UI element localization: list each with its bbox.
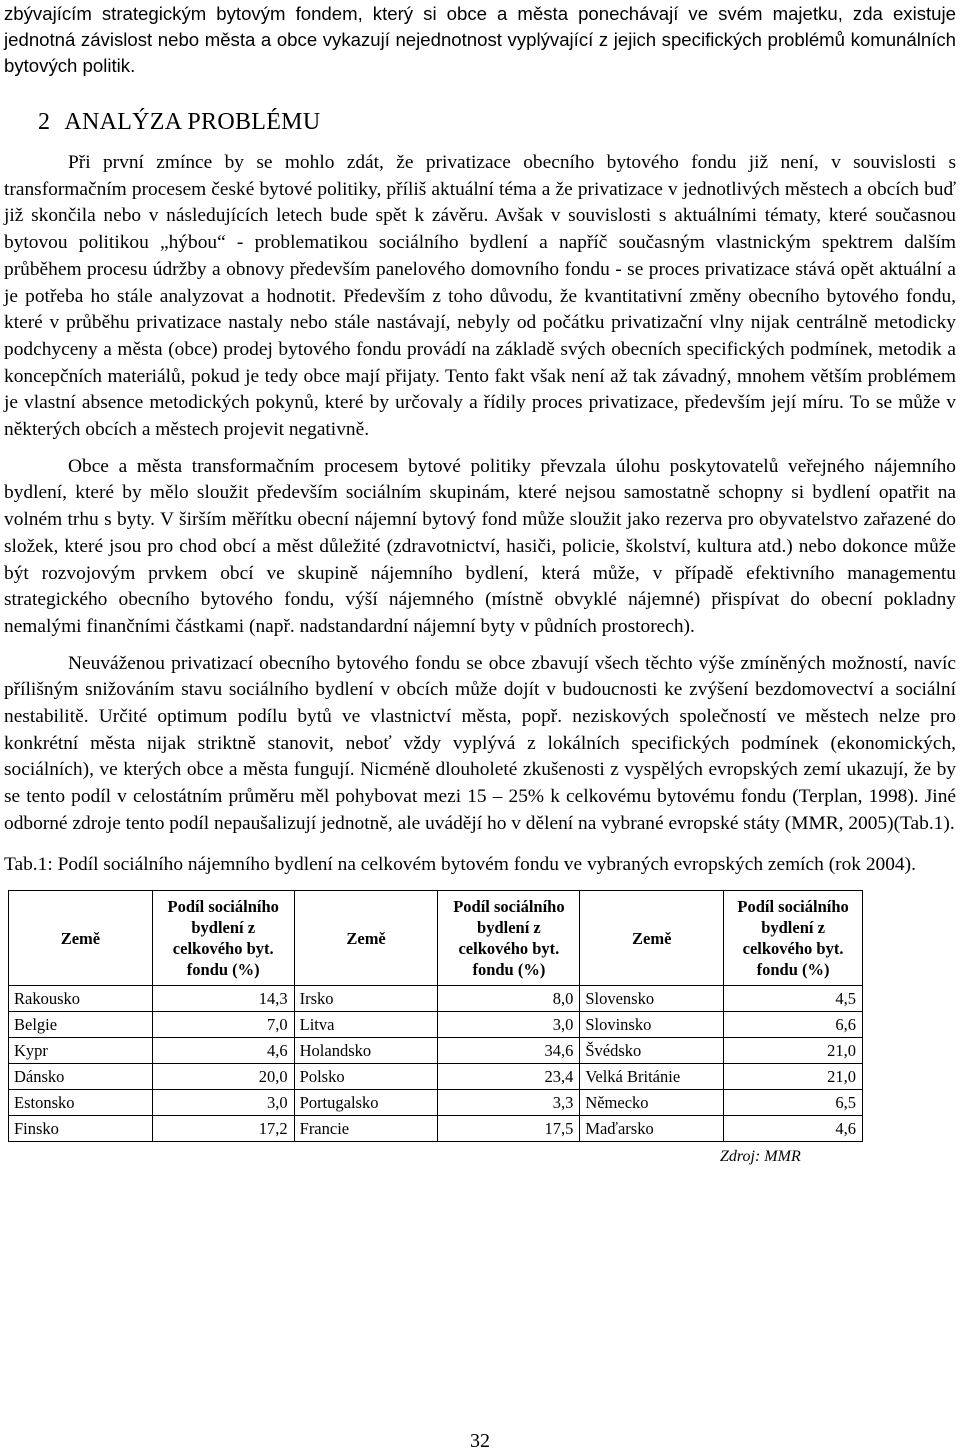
country-cell: Maďarsko — [580, 1116, 724, 1142]
table-row — [9, 1116, 863, 1142]
section-heading — [38, 109, 956, 136]
country-cell: Polsko — [294, 1064, 438, 1090]
country-cell: Dánsko — [9, 1064, 153, 1090]
table-row — [9, 1064, 863, 1090]
share-cell: 34,6 — [438, 1038, 580, 1064]
country-cell: Švédsko — [580, 1038, 724, 1064]
paragraph-3: Neuváženou privatizací obecního bytového fondu se obce zbavují všech těchto výše zmíněných možností, navíc přílišným snižováním stavu sociálního bydlení v obcích může dojít v budoucnosti ke zvýšení bezdomovectví a sociální nestabilitě. Určité optimum podílu bytů ve vlastnictví města, popř. neziskových společností ve městech nelze pro konkrétní města nijak striktně stanovit, neboť vždy vyplývá z lokálních specifických podmínek (ekonomických, sociálních), ve kterých obce a města fungují. Nicméně dlouholeté zkušenosti z vyspělých evropských zemí ukazují, že by se tento podíl v celostátním průměru měl pohybovat mezi 15 – 25% k celkovému bytovému fondu (Terplan, 1998). Jiné odborné zdroje tento podíl nepaušalizují jednotně, ale uvádějí ho v dělení na vybrané evropské státy (MMR, 2005)(Tab.1). — [4, 652, 956, 834]
share-cell: 4,5 — [724, 986, 863, 1012]
table-caption: Tab.1: Podíl sociálního nájemního bydlení na celkovém bytovém fondu ve vybraných evropských zemích (rok 2004). — [4, 853, 916, 875]
country-cell: Slovensko — [580, 986, 724, 1012]
country-cell: Francie — [294, 1116, 438, 1142]
country-cell: Slovinsko — [580, 1012, 724, 1038]
table-header-row — [9, 891, 863, 986]
social-housing-table — [8, 890, 863, 1142]
country-cell: Kypr — [9, 1038, 153, 1064]
share-cell: 6,5 — [724, 1090, 863, 1116]
share-cell: 3,0 — [152, 1090, 294, 1116]
intro-paragraph: zbývajícím strategickým bytovým fondem, který si obce a města ponechávají ve svém majetku, zda existuje jednotná závislost nebo města a obce vykazují nejednotnost vyplývající z jejich specifických problémů komunálních bytových politik. — [4, 3, 956, 76]
share-cell: 21,0 — [724, 1038, 863, 1064]
share-cell: 17,2 — [152, 1116, 294, 1142]
section-title: ANALÝZA PROBLÉMU — [64, 109, 321, 135]
country-cell: Belgie — [9, 1012, 153, 1038]
share-cell: 14,3 — [152, 986, 294, 1012]
share-cell: 23,4 — [438, 1064, 580, 1090]
table-row — [9, 986, 863, 1012]
share-cell: 8,0 — [438, 986, 580, 1012]
country-cell: Finsko — [9, 1116, 153, 1142]
table-row — [9, 1012, 863, 1038]
country-cell: Holandsko — [294, 1038, 438, 1064]
country-cell: Portugalsko — [294, 1090, 438, 1116]
paragraph-2: Obce a města transformačním procesem bytové politiky převzala úlohu poskytovatelů veřejného nájemního bydlení, které by mělo sloužit především sociálním skupinám, které nejsou samostatně schopny si bydlení opatřit na volném trhu s byty. V širším měřítku obecní nájemní bytový fond může sloužit jako rezerva pro obyvatelstvo zařazené do složek, které jsou pro chod obcí a měst důležité (zdravotnictví, hasiči, policie, školství, kultura atd.) nebo dokonce může být rozvojovým prvkem obcí ve skupině nájemního bydlení, která může, v případě efektivního managementu strategického obecního bytového fondu, výší nájemného (místně obvyklé nájemné) přispívat do obecní pokladny nemalými finančními částkami (např. nadstandardní nájemní byty v půdních prostorech). — [4, 455, 956, 637]
header-share: Podíl sociálního bydlení z celkového byt. fondu (%) — [438, 891, 580, 986]
header-share: Podíl sociálního bydlení z celkového byt. fondu (%) — [152, 891, 294, 986]
share-cell: 4,6 — [724, 1116, 863, 1142]
page-number: 32 — [470, 1430, 490, 1452]
country-cell: Litva — [294, 1012, 438, 1038]
paragraph-1: Při první zmínce by se mohlo zdát, že privatizace obecního bytového fondu již není, v souvislosti s transformačním procesem české bytové politiky, příliš aktuální téma a že privatizace v jednotlivých městech a obcích buď již skončila nebo v následujících letech bude spět k závěru. Avšak v souvislosti s aktuálními tématy, které současnou bytovou politikou „hýbou“ - problematikou sociálního bydlení a napříč současným vlastnickým spektrem dalším průběhem procesu údržby a obnovy především panelového domovního fondu - se proces privatizace stává opět aktuální a je potřeba ho stále analyzovat a hodnotit. Především z toho důvodu, že kvantitativní změny obecního bytového fondu, které v průběhu privatizace nastaly nebo stále nastávají, nebyly od počátku privatizační vlny nijak centrálně metodicky podchyceny a města (obce) prodej bytového fondu provádí na základě svých obecních specifických podmínek, metodik a koncepčních materiálů, pokud je tedy obce mají přijaty. Tento fakt však není až tak závadný, mnohem větším problémem je vlastní absence metodických pokynů, které by určovaly a řídily proces privatizace, především její míru. To se může v některých obcích a městech projevit negativně. — [4, 152, 956, 441]
country-cell: Rakousko — [9, 986, 153, 1012]
share-cell: 4,6 — [152, 1038, 294, 1064]
share-cell: 6,6 — [724, 1012, 863, 1038]
country-cell: Německo — [580, 1090, 724, 1116]
share-cell: 7,0 — [152, 1012, 294, 1038]
header-country: Země — [580, 891, 724, 986]
country-cell: Estonsko — [9, 1090, 153, 1116]
country-cell: Irsko — [294, 986, 438, 1012]
table-row — [9, 1038, 863, 1064]
header-share: Podíl sociálního bydlení z celkového byt. fondu (%) — [724, 891, 863, 986]
header-country: Země — [294, 891, 438, 986]
share-cell: 20,0 — [152, 1064, 294, 1090]
share-cell: 3,3 — [438, 1090, 580, 1116]
document-page — [4, 0, 956, 1166]
share-cell: 21,0 — [724, 1064, 863, 1090]
country-cell: Velká Británie — [580, 1064, 724, 1090]
table-row — [9, 1090, 863, 1116]
share-cell: 3,0 — [438, 1012, 580, 1038]
header-country: Země — [9, 891, 153, 986]
share-cell: 17,5 — [438, 1116, 580, 1142]
table-source-note: Zdroj: MMR — [720, 1148, 801, 1166]
section-number: 2 — [38, 109, 51, 135]
